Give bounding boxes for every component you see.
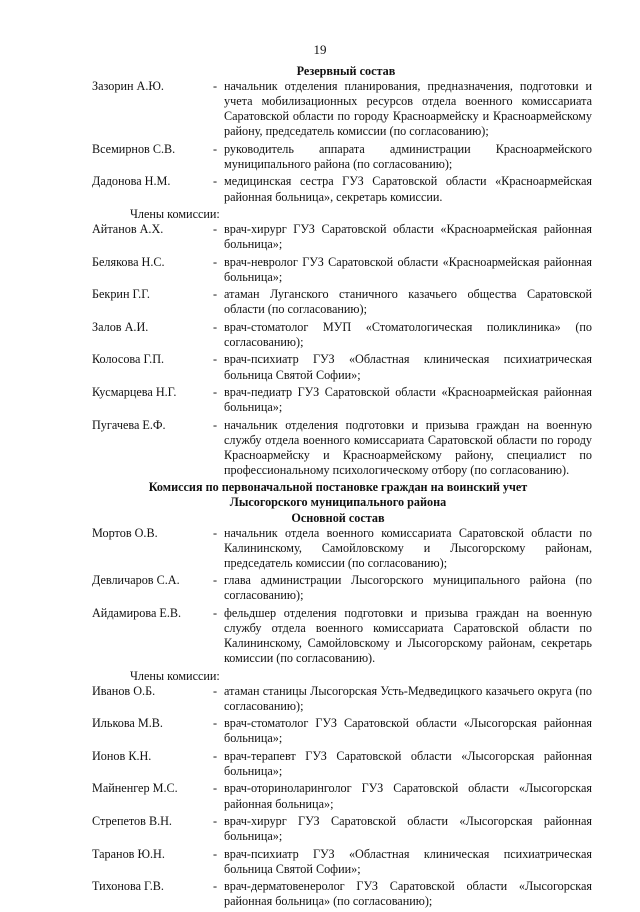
member-position: фельдшер отделения подготовки и призыва граждан на военную службу отдела военного комиссариата Саратовской области по Калининскому, Самойловскому и Лысогорскому районам, секретарь комиссии (по согласованию). [224,605,592,666]
member-row [92,385,592,415]
member-name: Илькова М.В. [92,716,163,731]
member-position: врач-педиатр ГУЗ Саратовской области «Красноармейская районная больница»; [224,385,592,415]
dash-separator: - [213,748,218,763]
member-position: врач-хирург ГУЗ Саратовской области «Лысогорская районная больница»; [224,814,592,844]
member-name: Кусмарцева Н.Г. [92,385,177,399]
dash-separator: - [213,879,218,894]
member-row [92,749,592,779]
member-row [92,352,592,382]
member-position: медицинская сестра ГУЗ Саратовской области «Красноармейская районная больница», секретарь комиссии. [224,174,592,204]
member-position: врач-невролог ГУЗ Саратовской области «Красноармейская районная больница»; [224,254,592,284]
member-row [92,781,592,811]
dash-separator: - [213,573,218,588]
document-body [92,64,592,912]
member-name: Тихонова Г.В. [92,879,164,894]
member-name: Бекрин Г.Г. [92,287,150,302]
dash-separator: - [213,79,218,94]
member-name: Айтанов А.Х. [92,222,164,237]
member-name: Зазорин А.Ю. [92,79,164,94]
member-name: Дадонова Н.М. [92,174,171,189]
member-name: Всемирнов С.В. [92,141,176,156]
member-name: Майненгер М.С. [92,781,178,796]
member-position: врач-дерматовенеролог ГУЗ Саратовской области «Лысогорская районная больница» (по согласованию); [224,879,592,909]
member-position: врач-стоматолог ГУЗ Саратовской области «Лысогорская районная больница»; [224,716,592,746]
member-row [92,814,592,844]
member-row [92,255,592,285]
dash-separator: - [213,254,218,269]
dash-separator: - [213,222,218,237]
member-position: руководитель аппарата администрации Красноармейского муниципального района (по согласованию); [224,141,592,171]
member-row [92,716,592,746]
member-row [92,142,592,172]
member-name: Залов А.И. [92,319,149,334]
section-heading: Комиссия по первоначальной постановке граждан на воинский учет [148,480,528,495]
dash-separator: - [213,605,218,620]
member-row [92,222,592,252]
member-name: Стрепетов В.Н. [92,814,172,829]
member-row [92,174,592,204]
members-subheading: Члены комиссии: [130,207,220,222]
dash-separator: - [213,417,218,432]
member-row [92,684,592,714]
member-name: Белякова Н.С. [92,254,165,269]
member-row [92,526,592,571]
member-row [92,606,592,666]
dash-separator: - [213,846,218,861]
member-name: Колосова Г.П. [92,352,165,367]
page-number: 19 [313,42,327,57]
member-row [92,418,592,478]
member-row [92,79,592,139]
member-position: врач-психиатр ГУЗ «Областная клиническая психиатрическая больница Святой Софии»; [224,846,592,876]
members-subheading: Члены комиссии: [130,668,220,683]
member-position: врач-хирург ГУЗ Саратовской области «Красноармейская районная больница»; [224,222,592,252]
dash-separator: - [213,683,218,698]
member-name: Айдамирова Е.В. [92,605,182,620]
dash-separator: - [213,352,218,367]
dash-separator: - [213,287,218,302]
member-name: Таранов Ю.Н. [92,846,165,861]
member-name: Иванов О.Б. [92,683,156,698]
member-name: Мортов О.В. [92,525,158,540]
member-position: начальник отдела военного комиссариата Саратовской области по Калининскому, Самойловскому и Лысогорскому районам, председатель комиссии (по согласованию); [224,525,592,570]
member-position: врач-терапевт ГУЗ Саратовской области «Лысогорская районная больница»; [224,748,592,778]
dash-separator: - [213,525,218,540]
member-position: атаман станицы Лысогорская Усть-Медведицкого казачьего округа (по согласованию); [224,683,592,713]
member-position: атаман Луганского станичного казачьего общества Саратовской области (по согласованию); [224,287,592,317]
member-name: Девличаров С.А. [92,573,180,588]
member-row [92,847,592,877]
dash-separator: - [213,781,218,796]
member-row [92,573,592,603]
member-position: начальник отделения подготовки и призыва граждан на военную службу отдела военного комиссариата Саратовской области по городу Красноармейску и Красноармейскому району, специалист по профессиональному психологическому отбору (по согласованию). [224,417,592,477]
member-position: врач-психиатр ГУЗ «Областная клиническая психиатрическая больница Святой Софии»; [224,352,592,382]
member-row [92,287,592,317]
dash-separator: - [213,319,218,334]
section-heading: Резервный состав [296,64,396,78]
dash-separator: - [213,716,218,731]
section-heading: Основной состав [291,510,385,525]
member-position: начальник отделения планирования, предназначения, подготовки и учета мобилизационных ресурсов отдела военного комиссариата Саратовской области по городу Красноармейску и Красноармейскому району, председатель комиссии (по согласованию); [224,79,592,139]
dash-separator: - [213,174,218,189]
member-position: глава администрации Лысогорского муниципального района (по согласованию); [224,573,592,603]
member-row [92,320,592,350]
member-name: Пугачева Е.Ф. [92,417,166,432]
dash-separator: - [213,141,218,156]
section-heading: Лысогорского муниципального района [229,495,447,510]
member-position: врач-стоматолог МУП «Стоматологическая поликлиника» (по согласованию); [224,319,592,349]
member-position: врач-оториноларинголог ГУЗ Саратовской области «Лысогорская районная больница»; [224,781,592,811]
dash-separator: - [213,385,218,399]
dash-separator: - [213,814,218,829]
member-name: Ионов К.Н. [92,748,152,763]
